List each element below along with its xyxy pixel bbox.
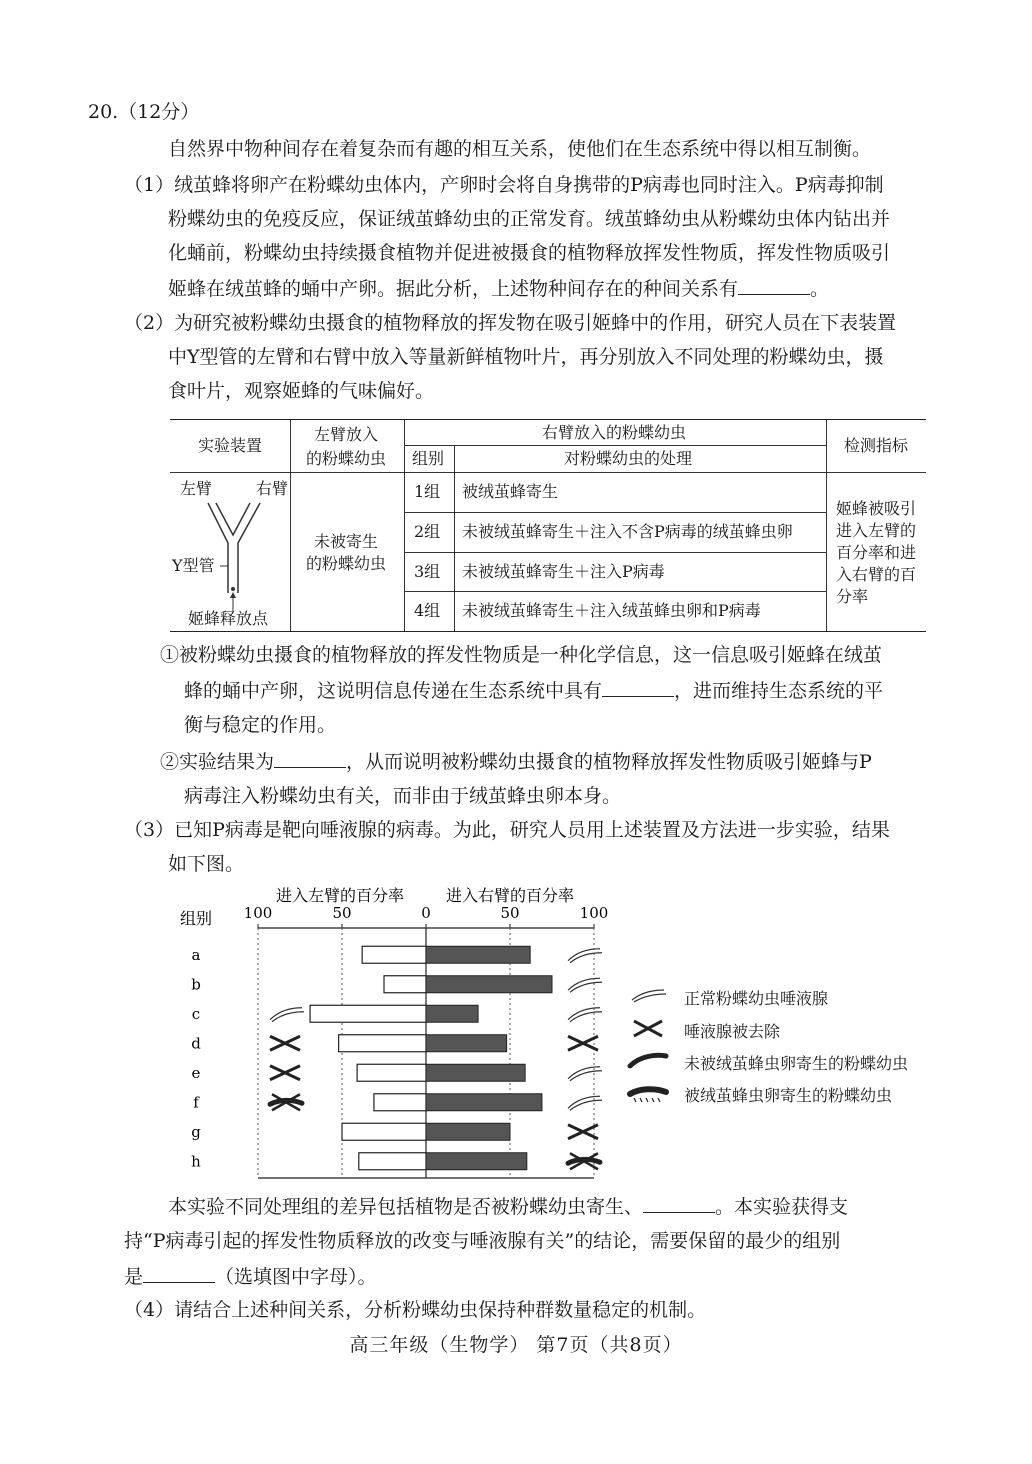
chart-row-label: 组别	[180, 909, 213, 928]
sub2-line-1-text: ②实验结果为	[160, 751, 275, 773]
left-content-1: 未被寄生	[314, 532, 379, 551]
row1-treatment: 被绒茧蜂寄生	[462, 482, 559, 501]
page-footer: 高三年级（生物学） 第7页（共8页）	[349, 1334, 683, 1356]
bar-right	[426, 1064, 525, 1081]
left-content-2: 的粉蝶幼虫	[306, 554, 387, 573]
normal-larva-icon	[568, 1067, 602, 1081]
table-row-rule-3	[404, 591, 826, 592]
parasitized-larva-icon	[626, 1080, 670, 1104]
sub1-line-2	[184, 678, 883, 703]
detect-line-1: 姬蜂被吸引	[836, 499, 917, 518]
table-col-rule-1	[290, 419, 291, 631]
bar-right	[426, 946, 530, 963]
tick-label: 100	[243, 904, 273, 922]
detect-line-5: 分率	[836, 587, 869, 606]
category-label: b	[191, 975, 201, 994]
part3-line-1: （3）已知P病毒是靶向唾液腺的病毒。为此，研究人员用上述装置及方法进一步实验，结果	[124, 819, 890, 841]
part3-after-3b: （选填图中字母）。	[215, 1266, 377, 1288]
y-tube-label: Y型管	[172, 556, 215, 575]
sub1-line-2-rest: ，进而维持生态系统的平	[674, 680, 884, 702]
removed-larva-icon	[568, 1125, 598, 1139]
part2-line-3: 食叶片，观察姬蜂的气味偏好。	[168, 380, 435, 402]
sub1-line-1: ①被粉蝶幼虫摄食的植物释放的挥发性物质是一种化学信息，这一信息吸引姬蜂在绒茧	[160, 644, 883, 666]
sub1-line-2-text: 蜂的蛹中产卵，这说明信息传递在生态系统中具有	[184, 680, 603, 702]
sub2-line-1-rest: ，从而说明被粉蝶幼虫摄食的植物释放挥发性物质吸引姬蜂与P	[346, 751, 872, 773]
normal-larva-icon	[568, 1096, 602, 1110]
detect-line-3: 百分率和进	[836, 543, 917, 562]
header-group: 组别	[412, 449, 445, 468]
chart-title-right: 进入右臂的百分率	[445, 886, 575, 905]
part3-after-line-3	[124, 1264, 377, 1289]
table-col-rule-2	[404, 419, 405, 631]
chart-legend	[626, 980, 946, 1120]
bar-left	[357, 1064, 426, 1081]
tick-label: 0	[421, 904, 431, 922]
row4-group: 4组	[414, 601, 441, 620]
table-col-rule-4	[826, 419, 827, 631]
row3-treatment: 未被绒茧蜂寄生＋注入P病毒	[462, 562, 665, 581]
part2-line-2: 中Y型管的左臂和右臂中放入等量新鲜植物叶片，再分别放入不同处理的粉蝶幼虫，摄	[168, 346, 884, 368]
experiment-table	[170, 419, 926, 633]
result-chart	[170, 880, 640, 1185]
part1-line-4-text: 姬蜂在绒茧蜂的蛹中产卵。据此分析，上述物种间存在的种间关系有	[168, 278, 739, 300]
removed-parasitized-larva-icon	[270, 1094, 302, 1110]
answer-blank-5[interactable]	[143, 1264, 215, 1283]
part3-after-1b: 。本实验获得支	[715, 1196, 849, 1218]
part3-after-3a: 是	[124, 1266, 144, 1288]
sub1-line-3: 衡与稳定的作用。	[184, 714, 337, 736]
row3-group: 3组	[414, 562, 441, 581]
row2-treatment: 未被绒茧蜂寄生＋注入不含P病毒的绒茧蜂虫卵	[462, 522, 793, 541]
header-detect: 检测指标	[844, 436, 909, 455]
y-tube-diagram	[170, 473, 290, 613]
chart-title-left: 进入左臂的百分率	[275, 886, 405, 905]
removed-larva-icon	[270, 1036, 300, 1050]
normal-larva-icon	[568, 978, 602, 992]
sub2-line-1	[160, 749, 872, 774]
table-row-rule-2	[404, 552, 826, 553]
bar-left	[310, 1005, 426, 1022]
unparasitized-larva-icon	[626, 1048, 670, 1072]
part2-line-1: （2）为研究被粉蝶幼虫摄食的植物释放的挥发物在吸引姬蜂中的作用，研究人员在下表装置	[124, 312, 897, 334]
normal-larva-icon	[568, 949, 602, 963]
bar-right	[426, 1035, 507, 1052]
y-release-label: 姬蜂释放点	[188, 609, 269, 628]
bar-left	[342, 1123, 426, 1140]
part3-after-1a: 本实验不同处理组的差异包括植物是否被粉蝶幼虫寄生、	[168, 1196, 644, 1218]
bar-left	[384, 976, 426, 993]
category-label: g	[191, 1122, 201, 1141]
row2-group: 2组	[414, 522, 441, 541]
part1-line-4	[168, 276, 829, 301]
y-left-label: 左臂	[180, 479, 213, 498]
part1-end: 。	[810, 278, 830, 300]
part1-line-2: 粉蝶幼虫的免疫反应，保证绒茧蜂幼虫的正常发育。绒茧蜂幼虫从粉蝶幼虫体内钻出并	[168, 208, 891, 230]
table-bottom-rule	[170, 631, 926, 632]
removed-larva-icon	[270, 1066, 300, 1080]
header-treatment: 对粉蝶幼虫的处理	[564, 449, 693, 468]
bar-right	[426, 1153, 527, 1170]
table-top-rule	[170, 419, 926, 420]
legend-label-4: 被绒茧蜂虫卵寄生的粉蝶幼虫	[684, 1086, 893, 1105]
category-label: c	[191, 1004, 201, 1023]
bar-left	[374, 1094, 426, 1111]
answer-blank-3[interactable]	[274, 749, 346, 768]
row1-group: 1组	[414, 482, 441, 501]
gland-removed-icon	[626, 1016, 670, 1040]
part3-after-line-1	[168, 1194, 848, 1219]
answer-blank-2[interactable]	[602, 678, 674, 697]
answer-blank-1[interactable]	[738, 276, 810, 295]
legend-label-1: 正常粉蝶幼虫唾液腺	[684, 989, 829, 1008]
normal-gland-icon	[626, 982, 670, 1006]
category-label: h	[191, 1152, 201, 1171]
y-right-label: 右臂	[256, 479, 289, 498]
normal-larva-icon	[270, 1008, 304, 1022]
bar-right	[426, 976, 552, 993]
bar-left	[339, 1035, 426, 1052]
bar-right	[426, 1123, 510, 1140]
legend-label-3: 未被绒茧蜂虫卵寄生的粉蝶幼虫	[684, 1054, 909, 1073]
part1-line-3: 化蛹前，粉蝶幼虫持续摄食植物并促进被摄食的植物释放挥发性物质，挥发性物质吸引	[168, 242, 891, 264]
bar-right	[426, 1005, 478, 1022]
bar-right	[426, 1094, 542, 1111]
tick-label: 100	[579, 904, 609, 922]
category-label: a	[191, 945, 201, 964]
header-left-2: 的粉蝶幼虫	[306, 449, 387, 468]
category-label: e	[191, 1063, 201, 1082]
category-label: f	[193, 1093, 199, 1112]
category-label: d	[191, 1034, 201, 1053]
bar-left	[359, 1153, 426, 1170]
row4-treatment: 未被绒茧蜂寄生＋注入绒茧蜂虫卵和P病毒	[462, 601, 761, 620]
tick-label: 50	[500, 904, 520, 922]
tick-label: 50	[332, 904, 352, 922]
header-right: 右臂放入的粉蝶幼虫	[542, 423, 687, 442]
question-intro: 自然界中物种间存在着复杂而有趣的相互关系，使他们在生态系统中得以相互制衡。	[168, 138, 872, 160]
table-row-rule-1	[404, 512, 826, 513]
question-number: 20.（12分）	[88, 101, 200, 123]
part1-line-1: （1）绒茧蜂将卵产在粉蝶幼虫体内，产卵时会将自身携带的P病毒也同时注入。P病毒抑制	[124, 174, 884, 196]
sub2-line-2: 病毒注入粉蝶幼虫有关，而非由于绒茧蜂虫卵本身。	[184, 785, 622, 807]
detect-line-4: 入右臂的百	[836, 565, 917, 584]
part4-line: （4）请结合上述种间关系，分析粉蝶幼虫保持种群数量稳定的机制。	[124, 1299, 707, 1321]
table-col-rule-3	[454, 445, 455, 631]
table-subheader-rule	[404, 445, 826, 446]
header-left-1: 左臂放入	[314, 425, 379, 444]
bar-left	[362, 946, 426, 963]
header-device: 实验装置	[198, 436, 263, 455]
part3-line-2: 如下图。	[168, 853, 245, 875]
normal-larva-icon	[568, 1008, 602, 1022]
removed-parasitized-larva-icon	[568, 1153, 600, 1169]
detect-line-2: 进入左臂的	[836, 521, 917, 540]
legend-label-2: 唾液腺被去除	[684, 1022, 781, 1041]
part3-after-line-2: 持“P病毒引起的挥发性物质释放的改变与唾液腺有关”的结论，需要保留的最少的组别	[124, 1230, 841, 1252]
answer-blank-4[interactable]	[643, 1194, 715, 1213]
